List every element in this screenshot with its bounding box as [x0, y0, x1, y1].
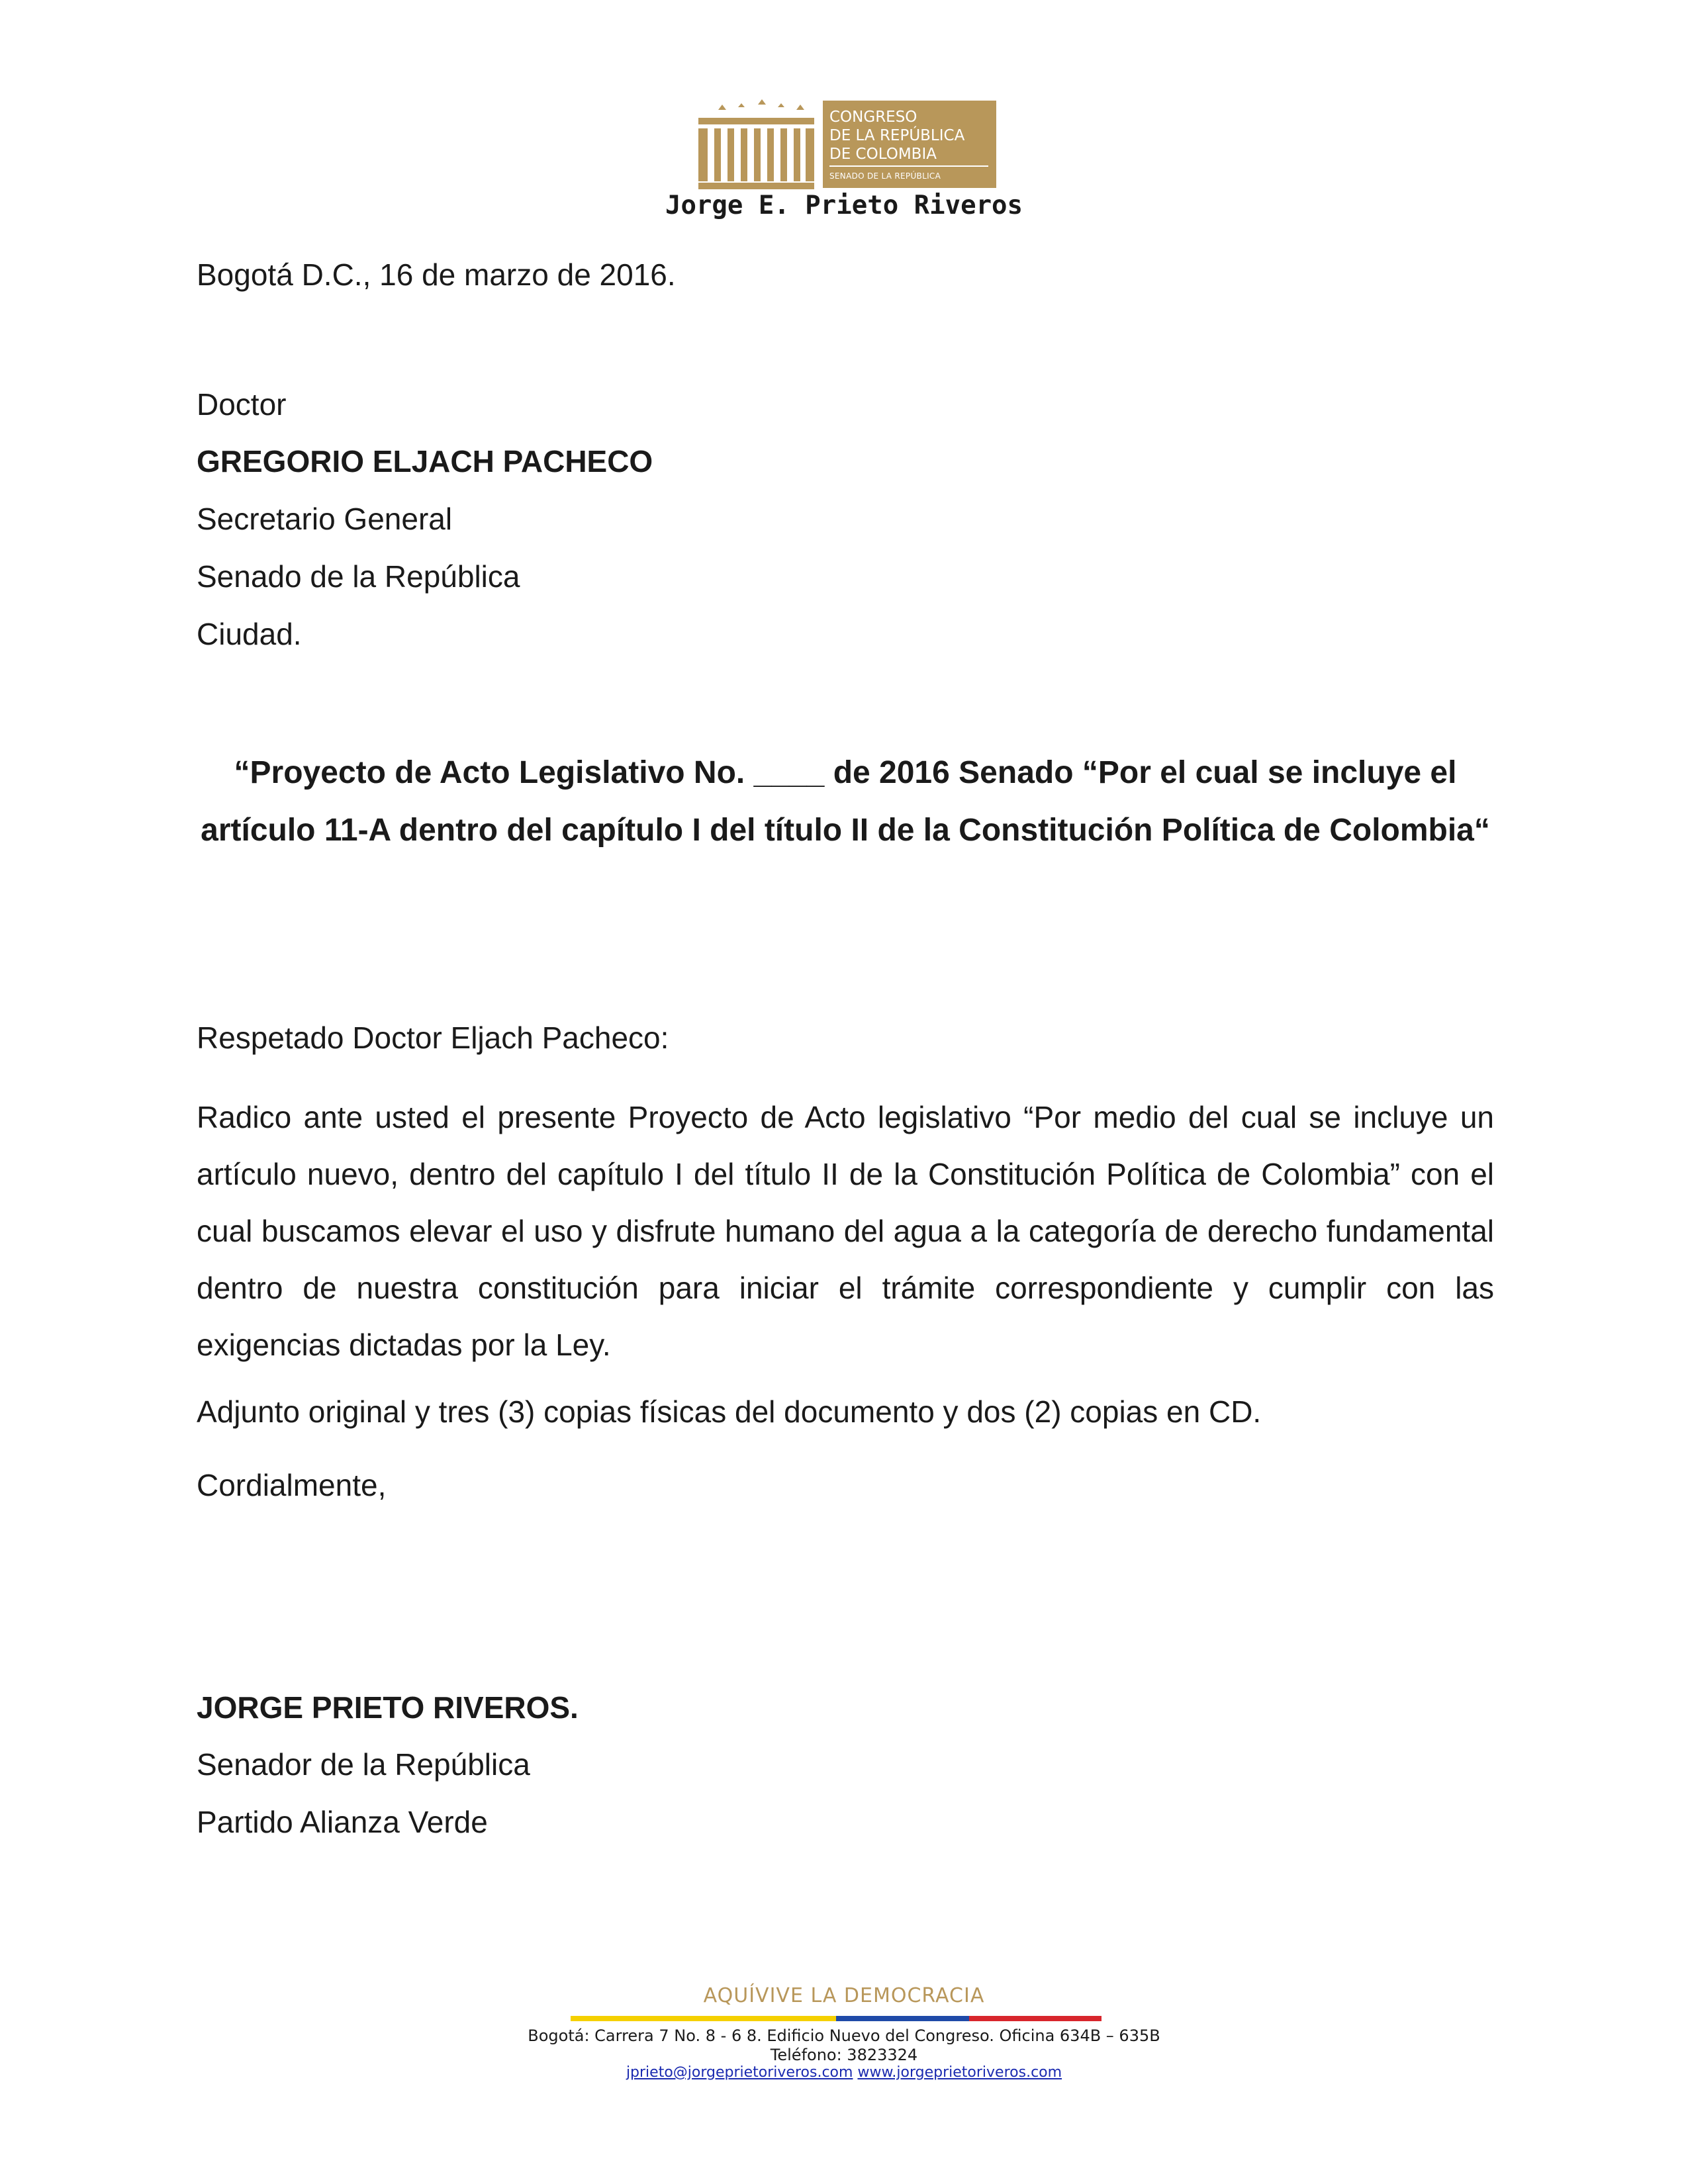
logo-text-line-1: CONGRESO	[829, 109, 917, 126]
footer-phone: Teléfono: 3823324	[770, 2046, 918, 2064]
closing: Cordialmente,	[197, 1468, 387, 1502]
recipient-institution: Senado de la República	[197, 559, 520, 594]
attachments-line: Adjunto original y tres (3) copias físicas del documento y dos (2) copias en CD.	[197, 1394, 1262, 1429]
flag-color-bar	[571, 2016, 1102, 2021]
recipient-city: Ciudad.	[197, 617, 302, 651]
footer-website-link[interactable]: www.jorgeprietoriveros.com	[857, 2064, 1062, 2081]
flag-stripe-blue	[836, 2016, 969, 2021]
congress-logo	[692, 98, 996, 189]
signature-name: JORGE PRIETO RIVEROS.	[197, 1690, 579, 1725]
recipient-position: Secretario General	[197, 502, 453, 536]
recipient-title: Doctor	[197, 387, 287, 422]
logo-text-line-3: DE COLOMBIA	[829, 146, 937, 163]
date-line: Bogotá D.C., 16 de marzo de 2016.	[197, 257, 676, 292]
logo-label-box	[823, 101, 996, 188]
logo-text-line-2: DE LA REPÚBLICA	[829, 127, 965, 144]
logo-divider	[829, 165, 988, 167]
flag-stripe-red	[969, 2016, 1102, 2021]
capitol-building-icon	[692, 98, 818, 189]
letter-subject: “Proyecto de Acto Legislativo No. ____ de 2016 Senado “Por el cual se incluye el artículo 11-A dentro del capítulo I del título II de la Constitución Política de Colombia“	[201, 755, 1490, 848]
footer-email-link[interactable]: jprieto@jorgeprietoriveros.com	[626, 2064, 853, 2081]
logo-text-line-4: SENADO DE LA REPÚBLICA	[829, 171, 941, 181]
greeting: Respetado Doctor Eljach Pacheco:	[197, 1021, 669, 1055]
flag-stripe-yellow	[571, 2016, 836, 2021]
body-paragraph: Radico ante usted el presente Proyecto de Acto legislativo “Por medio del cual se incluye un artículo nuevo, dentro del capítulo I del título II de la Constitución Política de Colombia” con el cual buscamos elevar el uso y disfrute humano del agua a la categoría de derecho fundamental dentro de nuestra constitución para iniciar el trámite correspondiente y cumplir con las exigencias dictadas por la Ley.	[197, 1100, 1494, 1362]
signature-party: Partido Alianza Verde	[197, 1805, 488, 1839]
footer-motto: AQUÍVIVE LA DEMOCRACIA	[703, 1984, 985, 2007]
footer-address: Bogotá: Carrera 7 No. 8 - 6 8. Edificio Nuevo del Congreso. Oficina 634B – 635B	[528, 2026, 1160, 2045]
footer-links	[0, 2066, 1688, 2080]
recipient-name: GREGORIO ELJACH PACHECO	[197, 444, 653, 478]
signature-title: Senador de la República	[197, 1747, 530, 1782]
letterhead-name: Jorge E. Prieto Riveros	[665, 191, 1023, 220]
